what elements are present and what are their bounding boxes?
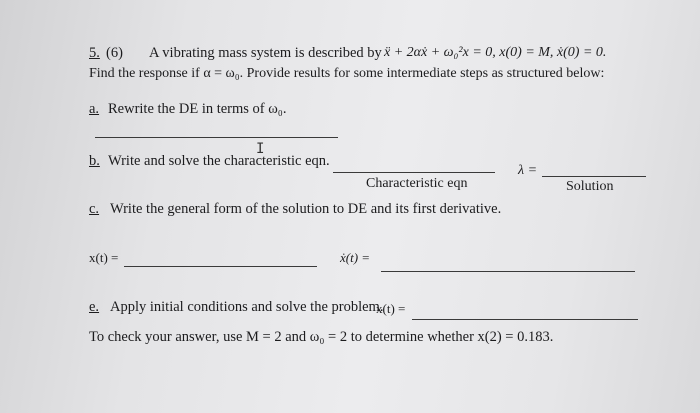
part-e-text: Apply initial conditions and solve the problem. bbox=[110, 299, 384, 315]
part-e-answer-line[interactable] bbox=[412, 319, 638, 320]
part-a-label: a. bbox=[89, 101, 100, 117]
characteristic-eqn-line[interactable] bbox=[333, 172, 495, 173]
part-c-text: Write the general form of the solution to DE and its first derivative. bbox=[110, 201, 502, 217]
x-of-t-line[interactable] bbox=[124, 266, 317, 267]
solution-caption: Solution bbox=[566, 179, 614, 194]
xdot-of-t-line[interactable] bbox=[381, 271, 635, 272]
part-a-text: Rewrite the DE in terms of ω₀. bbox=[108, 101, 287, 117]
xdot-of-t-label: ẋ(t) = bbox=[340, 250, 371, 265]
text-cursor-icon: I bbox=[256, 141, 265, 157]
problem-number: 5. bbox=[89, 45, 100, 61]
part-e-x-label: x(t) = bbox=[376, 301, 406, 316]
part-a-answer-line[interactable] bbox=[95, 137, 338, 138]
part-b-label: b. bbox=[89, 153, 100, 169]
x-of-t-label: x(t) = bbox=[89, 250, 119, 265]
problem-intro: A vibrating mass system is described by bbox=[149, 45, 382, 61]
part-c-label: c. bbox=[89, 201, 100, 217]
characteristic-eqn-caption: Characteristic eqn bbox=[366, 176, 468, 191]
solution-line[interactable] bbox=[542, 176, 646, 177]
part-e-label: e. bbox=[89, 299, 100, 315]
lambda-label: λ = bbox=[518, 163, 538, 178]
part-b-text: Write and solve the characteristic eqn. bbox=[108, 153, 330, 169]
check-instructions: To check your answer, use M = 2 and ω₀ = 2 to determine whether x(2) = 0.183. bbox=[89, 329, 554, 345]
problem-instructions: Find the response if α = ω₀. Provide results for some intermediate steps as structured below: bbox=[89, 66, 605, 81]
problem-equation: ẍ + 2αẋ + ω₀²x = 0, x(0) = M, ẋ(0) = 0. bbox=[384, 45, 607, 60]
problem-points: (6) bbox=[106, 45, 123, 61]
